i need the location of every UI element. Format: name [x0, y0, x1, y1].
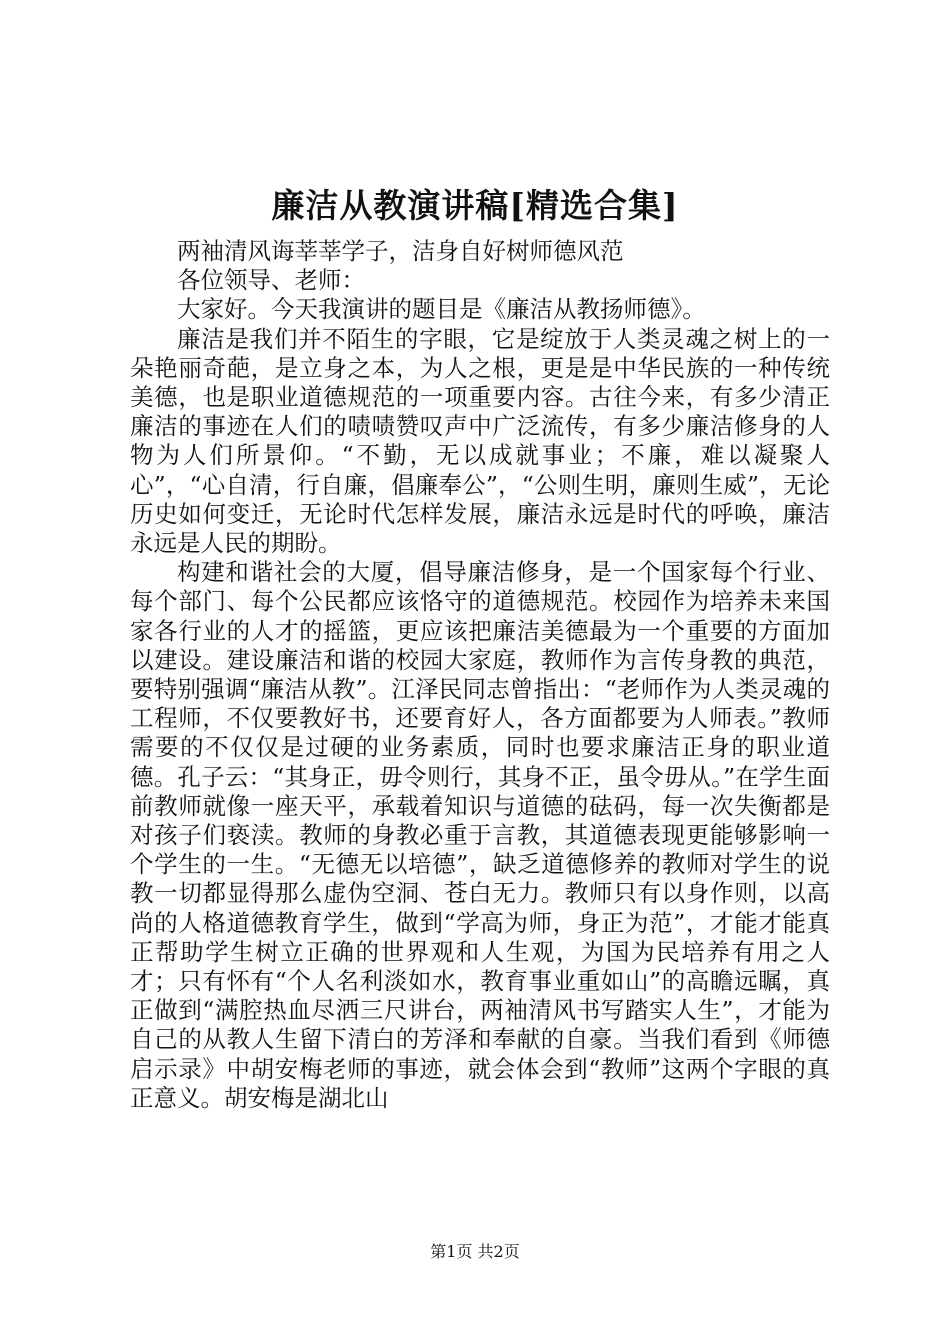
body-paragraph: 构建和谐社会的大厦，倡导廉洁修身，是一个国家每个行业、每个部门、每个公民都应该恪守的道德规范。校园作为培养未来国家各行业的人才的摇篮，更应该把廉洁美德最为一个重要的方面加以建设。建设廉洁和谐的校园大家庭，教师作为言传身教的典范，要特别强调“廉洁从教”。江泽民同志曾指出：“老师作为人类灵魂的工程师，不仅要教好书，还要育好人，各方面都要为人师表。”教师需要的不仅仅是过硬的业务素质，同时也要求廉洁正身的职业道德。孔子云：“其身正，毋令则行，其身不正，虽令毋从。”在学生面前教师就像一座天平，承载着知识与道德的砝码，每一次失衡都是对孩子们亵渎。教师的身教必重于言教，其道德表现更能够影响一个学生的一生。“无德无以培德”，缺乏道德修养的教师对学生的说教一切都显得那么虚伪空洞、苍白无力。教师只有以身作则，以高尚的人格道德教育学生，做到“学高为师，身正为范”，才能才能真正帮助学生树立正确的世界观和人生观，为国为民培养有用之人才；只有怀有“个人名利淡如水，教育事业重如山”的高瞻远瞩，真正做到“满腔热血尽洒三尺讲台，两袖清风书写踏实人生”，才能为自己的从教人生留下清白的芳泽和奉献的自豪。当我们看到《师德启示录》中胡安梅老师的事迹，就会体会到“教师”这两个字眼的真正意义。胡安梅是湖北山 [130, 558, 830, 1112]
subtitle-paragraph: 两袖清风诲莘莘学子，洁身自好树师德风范 [177, 237, 624, 265]
greeting-paragraph: 大家好。今天我演讲的题目是《廉洁从教扬师德》。 [177, 295, 706, 324]
salutation-paragraph: 各位领导、老师： [177, 266, 365, 295]
page-footer: 第1页 共2页 [430, 1242, 520, 1261]
document-body [130, 237, 830, 1113]
document-title: 廉洁从教演讲稿[精选合集] [271, 186, 679, 225]
body-paragraph: 廉洁是我们并不陌生的字眼，它是绽放于人类灵魂之树上的一朵艳丽奇葩，是立身之本，为人之根，更是是中华民族的一种传统美德，也是职业道德规范的一项重要内容。古往今来，有多少清正廉洁的事迹在人们的啧啧赞叹声中广泛流传，有多少廉洁修身的人物为人们所景仰。“不勤，无以成就事业；不廉，难以凝聚人心”，“心自清，行自廉，倡廉奉公”，“公则生明，廉则生威”，无论历史如何变迁，无论时代怎样发展，廉洁永远是时代的呼唤，廉洁永远是人民的期盼。 [130, 324, 830, 558]
